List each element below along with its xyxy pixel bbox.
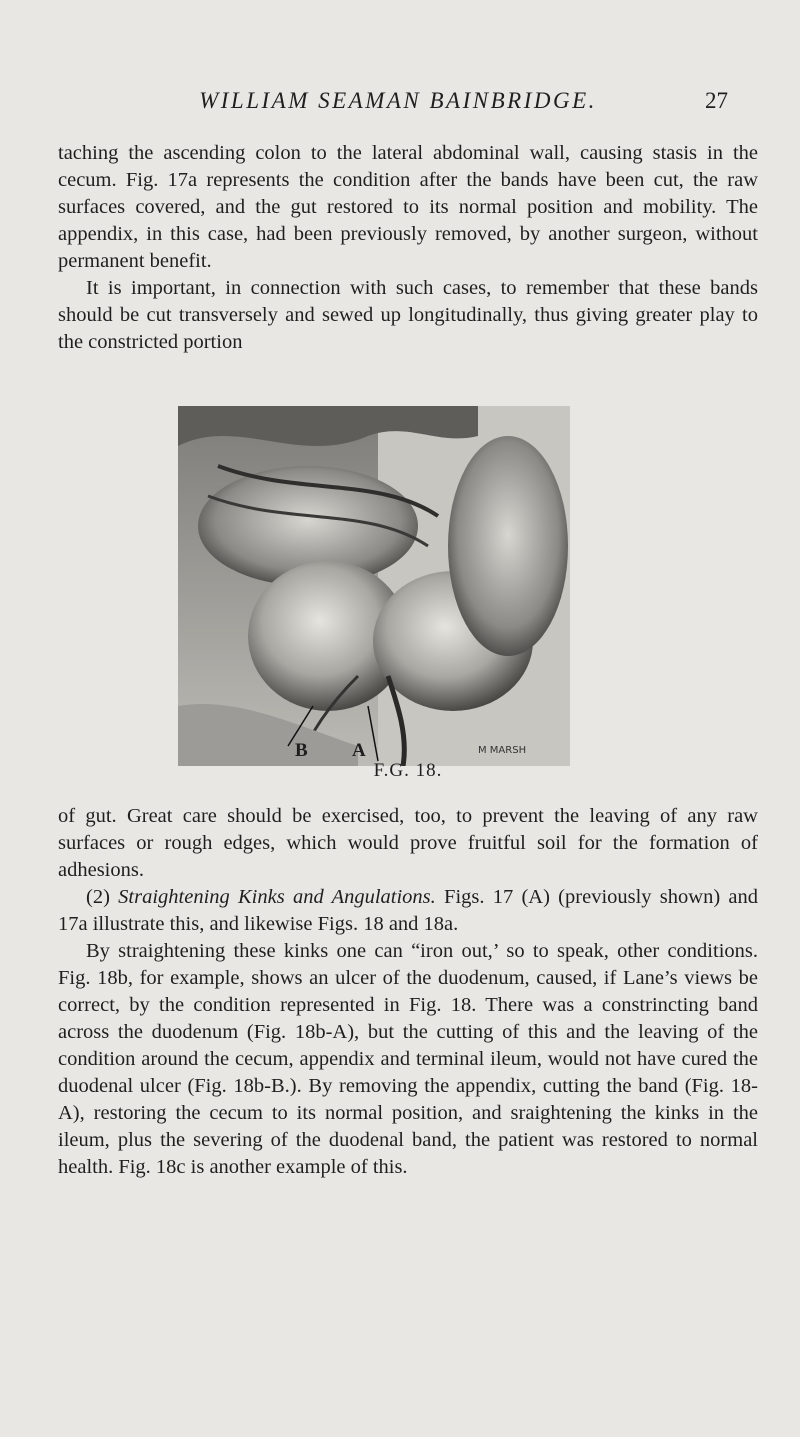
figure-illustration: [178, 406, 570, 766]
figure-caption: F.G. 18.: [373, 760, 443, 781]
anatomical-drawing: [178, 406, 570, 766]
paragraph: It is important, in connection with such cases, to remember that these bands should be cut transversely and sewed up longitudinally, thus giving greater play to the constricted portion: [58, 277, 758, 353]
figure-label-a: A: [352, 740, 366, 761]
text-block-top: [58, 140, 758, 356]
paragraph: By straightening these kinks one can “iron out,’ so to speak, other conditions. Fig. 18b, for example, shows an ulcer of the duodenum, caused, if Lane’s views be correct, by the condition represented in Fig. 18. There was a constrincting band across the duodenum (Fig. 18b-A), but the cutting of this and the leaving of the condition around the cecum, appendix and terminal ileum, would not have cured the duodenal ulcer (Fig. 18b-B.). By removing the appendix, cutting the band (Fig. 18-A), restoring the cecum to its normal position, and sraightening the kinks in the ileum, plus the severing of the duodenal band, the patient was restored to normal health. Fig. 18c is another example of this.: [58, 940, 758, 1178]
paragraph: of gut. Great care should be exercised, too, to prevent the leaving of any raw surfaces or rough edges, which would prove fruitful soil for the formation of adhesions.: [58, 805, 758, 881]
running-title: WILLIAM SEAMAN BAINBRIDGE.: [199, 88, 597, 113]
page-header: [58, 88, 758, 124]
paragraph: taching the ascending colon to the lateral abdominal wall, causing stasis in the cecum. Fig. 17a represents the condition after the bands have been cut, the raw surfaces covered, and the gut restored to its normal position and mobility. The appendix, in this case, had been previously removed, by another surgeon, without permanent benefit.: [58, 142, 758, 272]
figure-label-b: B: [295, 740, 308, 761]
section-number: (2): [86, 886, 110, 908]
text-block-bottom: [58, 803, 758, 1181]
section-text: Figs. 17 (A) (previously shown) and 17a illustrate this, and likewise Figs. 18 and 18a.: [58, 886, 759, 935]
page-number: 27: [705, 88, 728, 113]
artist-signature: M MARSH: [478, 745, 527, 756]
paragraph-straightening: [58, 884, 758, 938]
section-heading: Straightening Kinks and Angulations.: [118, 886, 436, 908]
